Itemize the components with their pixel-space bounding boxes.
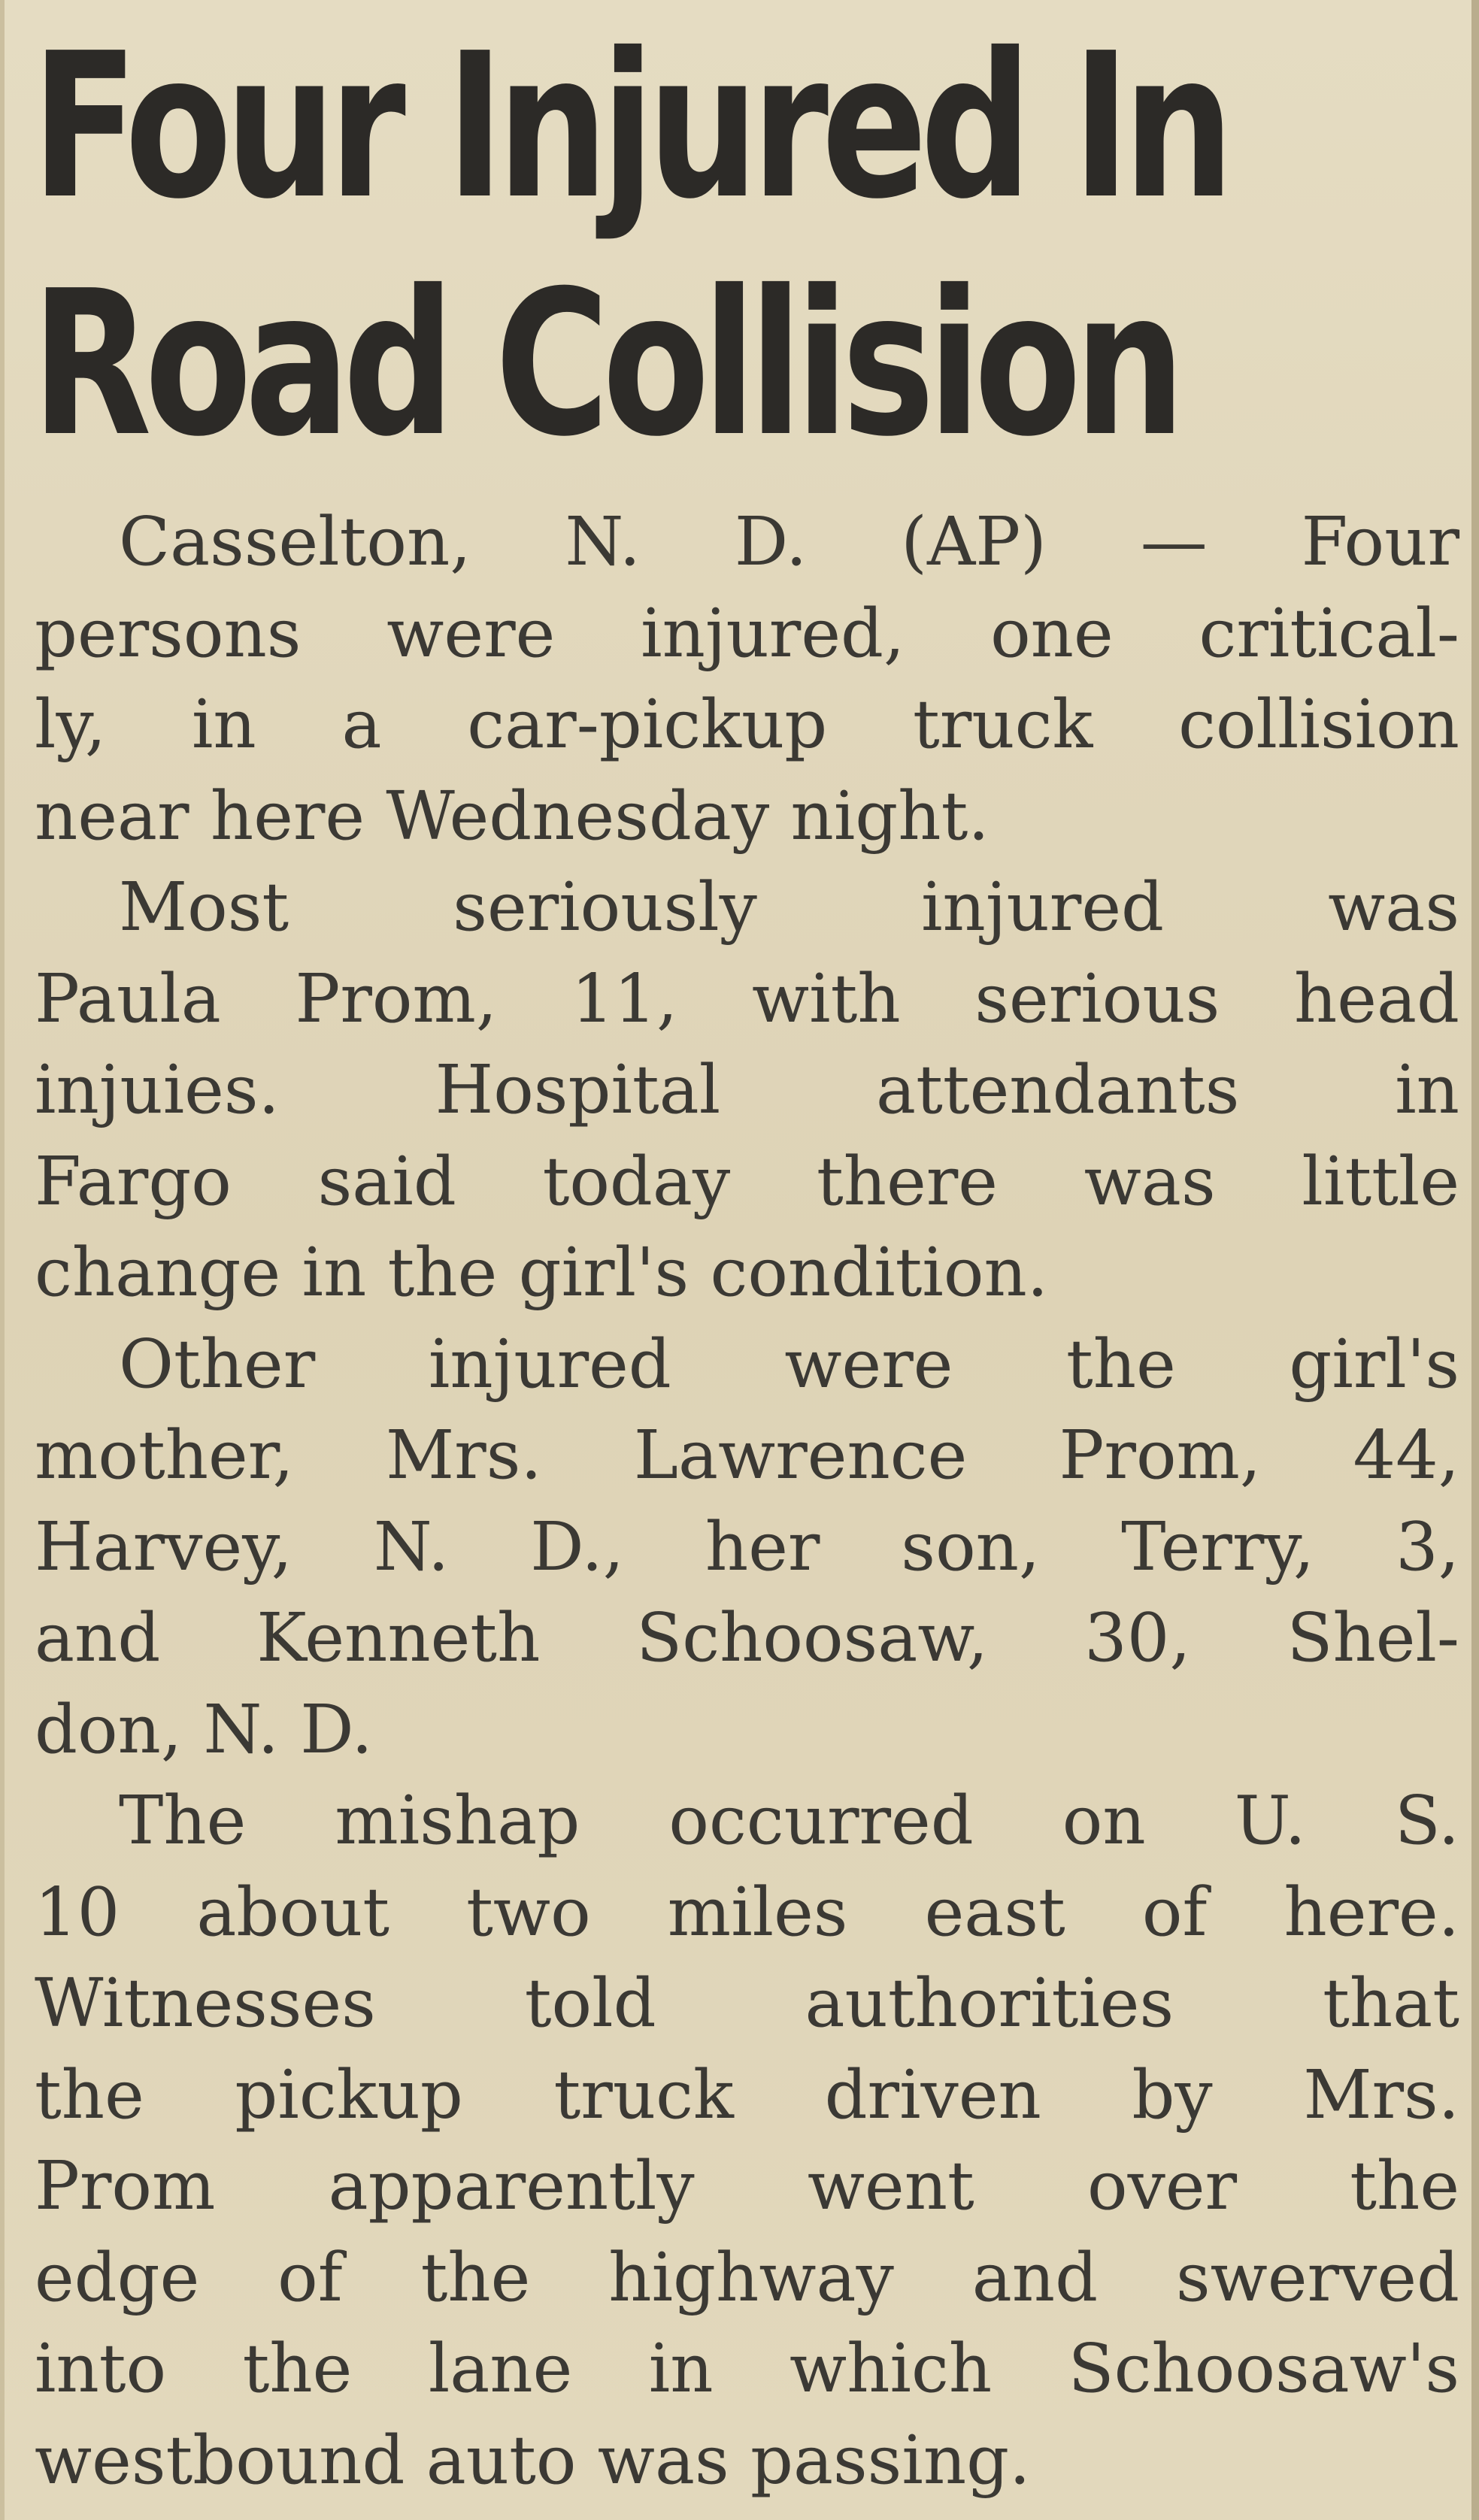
paragraph-3-line-3: Harvey, N. D., her son, Terry, 3, [35,1507,1459,1586]
paragraph-1-line-3: ly, in a car-pickup truck collision [35,685,1459,763]
paragraph-3-line-2: mother, Mrs. Lawrence Prom, 44, [35,1416,1459,1494]
paragraph-3-line-4: and Kenneth Schoosaw, 30, Shel- [35,1598,1459,1676]
paragraph-2-line-2: Paula Prom, 11, with serious head [35,959,1459,1037]
paragraph-2-line-1: Most seriously injured was [119,868,1459,946]
paragraph-4-line-1: The mishap occurred on U. S. [119,1781,1459,1859]
paragraph-4-line-7: into the lane in which Schoosaw's [35,2329,1459,2407]
paragraph-4-line-6: edge of the highway and swerved [35,2237,1459,2316]
paragraph-2-line-5: change in the girl's condition. [35,1233,1049,1311]
paragraph-4-line-3: Witnesses told authorities that [35,1964,1459,2042]
paragraph-4-line-2: 10 about two miles east of here. [35,1872,1459,1951]
article-body [35,496,1459,2506]
paragraph-1-line-2: persons were injured, one critical- [35,593,1459,672]
paragraph-3-line-1: Other injured were the girl's [119,1324,1459,1403]
paragraph-4-line-4: the pickup truck driven by Mrs. [35,2055,1459,2134]
paragraph-1-line-1: Casselton, N. D. (AP) — Four [119,502,1459,580]
paragraph-4-line-5: Prom apparently went over the [35,2146,1459,2225]
paragraph-4-line-8: westbound auto was passing. [35,2420,1031,2499]
headline-line-1: Four Injured In [32,10,1228,243]
paragraph-3-line-5: don, N. D. [35,1689,373,1768]
headline [32,8,1228,483]
paragraph-2-line-4: Fargo said today there was little [35,1141,1459,1220]
paragraph-2-line-3: injuies. Hospital attendants in [35,1050,1459,1128]
headline-line-2: Road Collision [32,247,1179,480]
paragraph-1-line-4: near here Wednesday night. [35,776,990,855]
